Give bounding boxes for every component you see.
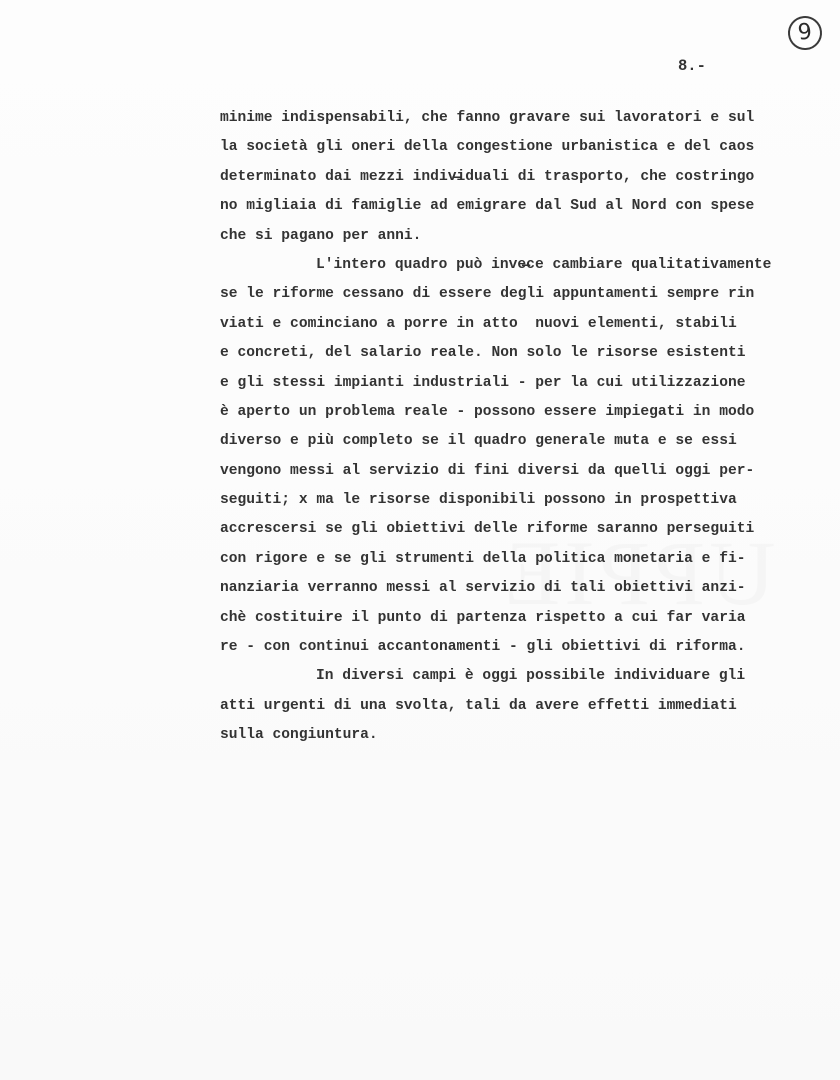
text-line: diverso e più completo se il quadro generale muta e se essi [220, 433, 737, 450]
text-line: determinato dai mezzi indiv̶iduali di trasporto, che costringo [220, 168, 755, 185]
text-line: se le riforme cessano di essere degli appuntamenti sempre rin [220, 286, 755, 303]
text-line: L'intero quadro può inve̶ce cambiare qualitativamente [316, 256, 772, 273]
text-line: la società gli oneri della congestione urbanistica e del caos [220, 139, 755, 156]
text-line: In diversi campi è oggi possibile individuare gli [316, 668, 746, 685]
text-line: viati e cominciano a porre in atto nuovi elementi, stabili [220, 315, 737, 332]
text-line: re - con continui accantonamenti - gli obiettivi di riforma. [220, 639, 746, 656]
body-text [220, 104, 820, 751]
text-line: che si pagano per anni. [220, 227, 422, 244]
text-line: e concreti, del salario reale. Non solo le risorse esistenti [220, 345, 746, 362]
text-line: chè costituire il punto di partenza rispetto a cui far varia [220, 609, 746, 626]
text-line: no migliaia di famiglie ad emigrare dal Sud al Nord con spese [220, 198, 755, 215]
text-line: atti urgenti di una svolta, tali da avere effetti immediati [220, 697, 737, 714]
text-line: minime indispensabili, che fanno gravare sui lavoratori e sul [220, 110, 755, 126]
page-number: 8.- [678, 57, 706, 75]
text-line: con rigore e se gli strumenti della politica monetaria e fi- [220, 550, 746, 567]
text-line: seguiti; x ma le risorse disponibili possono in prospettiva [220, 492, 737, 509]
text-line: è aperto un problema reale - possono essere impiegati in modo [220, 403, 755, 420]
text-line: nanziaria verranno messi al servizio di tali obiettivi anzi- [220, 580, 746, 597]
text-line: accrescersi se gli obiettivi delle riforme saranno perseguiti [220, 521, 755, 538]
circled-page-number: 9 [786, 14, 823, 51]
text-line: sulla congiuntura. [220, 727, 378, 744]
text-line: e gli stessi impianti industriali - per la cui utilizzazione [220, 374, 746, 391]
text-line: vengono messi al servizio di fini diversi da quelli oggi per- [220, 462, 755, 479]
